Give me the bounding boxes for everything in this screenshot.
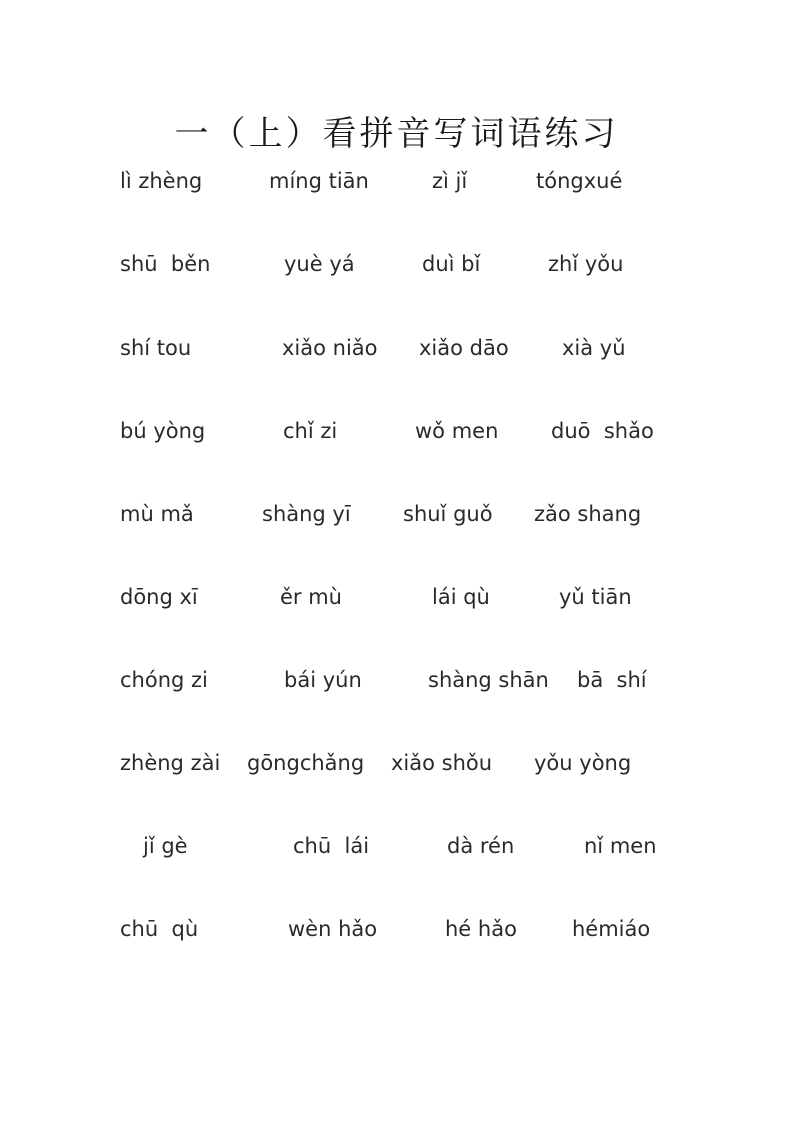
pinyin-word: xià yǔ: [562, 336, 626, 360]
pinyin-word: ěr mù: [280, 585, 342, 609]
pinyin-word: zǎo shang: [534, 502, 642, 526]
page-title: 一（上）看拼音写词语练习: [174, 114, 619, 154]
pinyin-word: chū qù: [120, 917, 199, 941]
pinyin-word: jǐ gè: [143, 834, 188, 858]
pinyin-word: yǔ tiān: [559, 585, 632, 609]
pinyin-word: duō shǎo: [551, 419, 654, 443]
pinyin-word: yuè yá: [284, 252, 355, 276]
pinyin-word: chǐ zi: [283, 419, 338, 443]
pinyin-word: shàng yī: [262, 502, 351, 526]
pinyin-word: hé hǎo: [445, 917, 517, 941]
pinyin-word: shū běn: [120, 252, 211, 276]
pinyin-word: wèn hǎo: [288, 917, 378, 941]
pinyin-word: xiǎo niǎo: [282, 336, 378, 360]
pinyin-word: bā shí: [577, 668, 647, 692]
pinyin-word: dà rén: [447, 834, 515, 858]
pinyin-word: shàng shān: [428, 668, 549, 692]
pinyin-word: mù mǎ: [120, 502, 194, 526]
pinyin-word: lì zhèng: [120, 169, 203, 193]
pinyin-word: dōng xī: [120, 585, 198, 609]
pinyin-word: zhèng zài: [120, 751, 221, 775]
pinyin-word: chū lái: [293, 834, 370, 858]
pinyin-word: bái yún: [284, 668, 362, 692]
pinyin-word: hémiáo: [572, 917, 651, 941]
pinyin-word: tóngxué: [536, 169, 623, 193]
pinyin-word: gōngchǎng: [247, 751, 365, 775]
pinyin-word: shí tou: [120, 336, 192, 360]
pinyin-word: lái qù: [432, 585, 490, 609]
pinyin-word: xiǎo shǒu: [391, 751, 493, 775]
pinyin-word: zì jǐ: [432, 169, 468, 193]
pinyin-word: míng tiān: [269, 169, 369, 193]
pinyin-word: chóng zi: [120, 668, 208, 692]
pinyin-word: nǐ men: [584, 834, 657, 858]
pinyin-word: bú yòng: [120, 419, 206, 443]
pinyin-word: yǒu yòng: [534, 751, 632, 775]
pinyin-word: duì bǐ: [422, 252, 481, 276]
pinyin-word: zhǐ yǒu: [548, 252, 624, 276]
pinyin-word: wǒ men: [415, 419, 499, 443]
pinyin-word: shuǐ guǒ: [403, 502, 493, 526]
pinyin-word: xiǎo dāo: [419, 336, 509, 360]
